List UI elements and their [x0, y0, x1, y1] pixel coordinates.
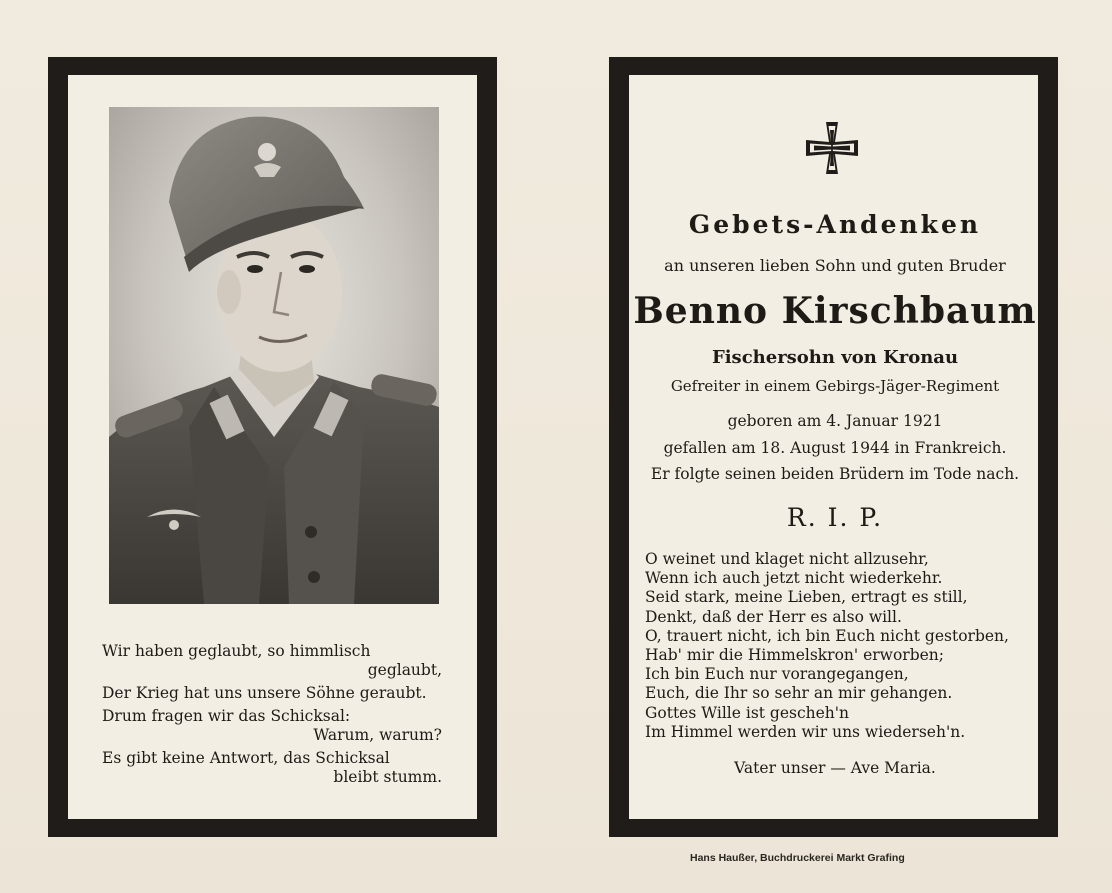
rip-text: R. I. P.	[786, 503, 884, 532]
followed-line: Er folgte seinen beiden Brüdern im Tode nach.	[650, 465, 1020, 483]
poem-line: bleibt stumm.	[333, 768, 442, 786]
deceased-name: Benno Kirschbaum	[633, 290, 1037, 332]
poem-line: Ich bin Euch nur vorangegangen,	[645, 665, 909, 684]
poem-line: Im Himmel werden wir uns wiederseh'n.	[645, 722, 966, 741]
poem-line: geglaubt,	[367, 661, 442, 679]
poem-line: Wenn ich auch jetzt nicht wiederkehr.	[645, 569, 943, 588]
poem-line: Es gibt keine Antwort, das Schicksal	[102, 749, 390, 767]
poem-line: Drum fragen wir das Schicksal:	[102, 707, 351, 725]
left-poem	[102, 642, 442, 787]
iron-cross-icon	[804, 120, 860, 176]
printer-imprint: Hans Haußer, Buchdruckerei Markt Grafing	[690, 852, 905, 864]
rank-line: Gefreiter in einem Gebirgs-Jäger-Regiment	[670, 377, 1000, 395]
birth-date: geboren am 4. Januar 1921	[727, 412, 943, 430]
right-poem	[645, 550, 1030, 742]
poem-line: Gottes Wille ist gescheh'n	[645, 703, 850, 722]
poem-line: Denkt, daß der Herr es also will.	[645, 607, 902, 626]
prayer-line: Vater unser — Ave Maria.	[734, 759, 936, 777]
poem-line: Warum, warum?	[313, 726, 442, 744]
poem-line: Wir haben geglaubt, so himmlisch	[102, 642, 371, 660]
poem-line: Der Krieg hat uns unsere Söhne geraubt.	[102, 684, 427, 702]
poem-line: O, trauert nicht, ich bin Euch nicht gestorben,	[645, 626, 1009, 645]
poem-line: Seid stark, meine Lieben, ertragt es still,	[645, 588, 968, 607]
poem-line: O weinet und klaget nicht allzusehr,	[645, 550, 929, 568]
card-heading: Gebets-Andenken	[688, 210, 982, 239]
origin-line: Fischersohn von Kronau	[711, 347, 959, 368]
poem-line: Hab' mir die Himmelskron' erworben;	[645, 646, 944, 665]
soldier-portrait	[109, 107, 439, 604]
card-subheading: an unseren lieben Sohn und guten Bruder	[664, 256, 1006, 275]
poem-line: Euch, die Ihr so sehr an mir gehangen.	[645, 684, 953, 703]
death-date: gefallen am 18. August 1944 in Frankreich.	[663, 439, 1007, 457]
